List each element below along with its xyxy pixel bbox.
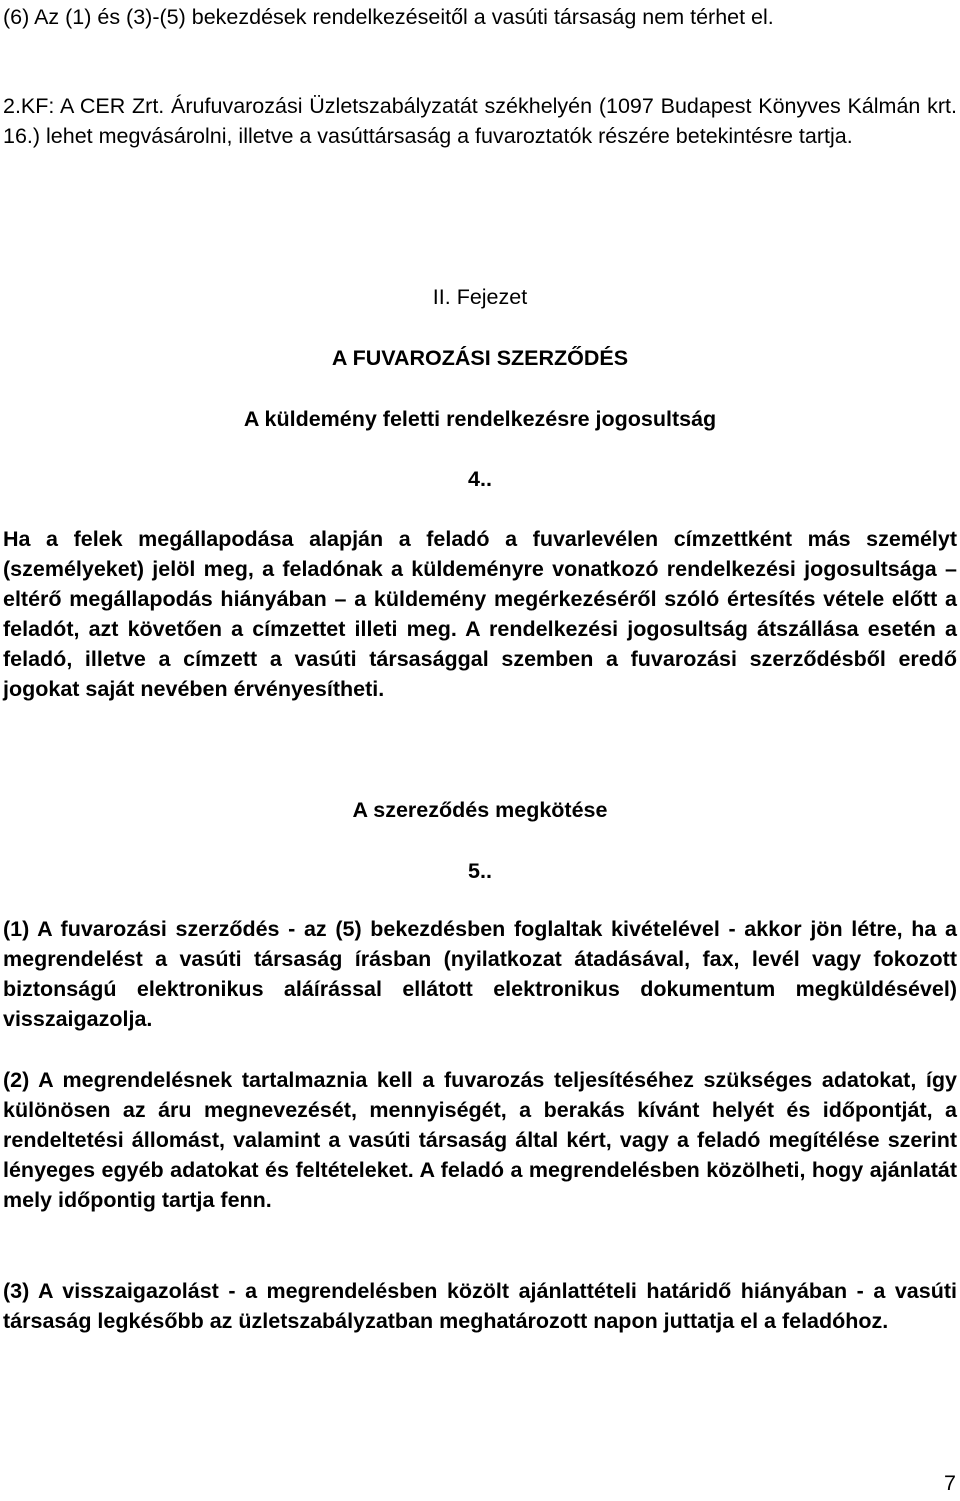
section-5-heading: A szereződés megkötése bbox=[352, 798, 608, 822]
paragraph-6: (6) Az (1) és (3)-(5) bekezdések rendelkezéseitől a vasúti társaság nem térhet el. bbox=[3, 5, 774, 29]
section-5-number: 5.. bbox=[468, 859, 492, 883]
chapter-subtitle: A küldemény feletti rendelkezésre jogosultság bbox=[243, 407, 717, 431]
page-number: 7 bbox=[944, 1471, 956, 1495]
section-4-text: Ha a felek megállapodása alapján a feladó a fuvarlevélen címzettként más személyt (személyeket) jelöl meg, a feladónak a küldeményre vonatkozó rendelkezési jogosultsága – eltérő megállapodás hiányában – a küldemény megérkezéséről szóló értesítés vétele előtt a feladót, azt követően a címzettet illeti meg. A rendelkezési jogosultság átszállása esetén a feladó, illetve a címzett a vasúti társasággal szemben a fuvarozási szerződésből eredő jogokat saját nevében érvényesítheti. bbox=[3, 527, 957, 701]
section-4-number: 4.. bbox=[468, 467, 492, 491]
section-5-paragraph-2: (2) A megrendelésnek tartalmaznia kell a fuvarozás teljesítéséhez szükséges adatokat, így különösen az áru megnevezését, mennyiségét, a berakás kívánt helyét és időpontját, a rendeltetési állomást, valamint a vasúti társaság által kért, vagy a feladó megítélése szerint lényeges egyéb adatokat és feltételeket. A feladó a megrendelésben közölheti, hogy ajánlatát mely időpontig tartja fenn. bbox=[3, 1068, 957, 1212]
section-5-paragraph-3: (3) A visszaigazolást - a megrendelésben közölt ajánlattételi határidő hiányában - a vasúti társaság legkésőbb az üzletszabályzatban meghatározott napon juttatja el a feladóhoz. bbox=[3, 1279, 957, 1333]
chapter-number: II. Fejezet bbox=[432, 285, 528, 309]
chapter-title: A FUVAROZÁSI SZERZŐDÉS bbox=[331, 346, 629, 370]
section-5-paragraph-1: (1) A fuvarozási szerződés - az (5) bekezdésben foglaltak kivételével - akkor jön létre, ha a megrendelést a vasúti társaság írásban (nyilatkozat átadásával, fax, levél vagy fokozott biztonságú elektronikus aláírással ellátott elektronikus dokumentum megküldésével) visszaigazolja. bbox=[3, 917, 957, 1031]
paragraph-kf: 2.KF: A CER Zrt. Árufuvarozási Üzletszabályzatát székhelyén (1097 Budapest Könyves Kálmán krt. 16.) lehet megvásárolni, illetve a vasúttársaság a fuvaroztatók részére betekintésre tartja. bbox=[3, 94, 957, 148]
